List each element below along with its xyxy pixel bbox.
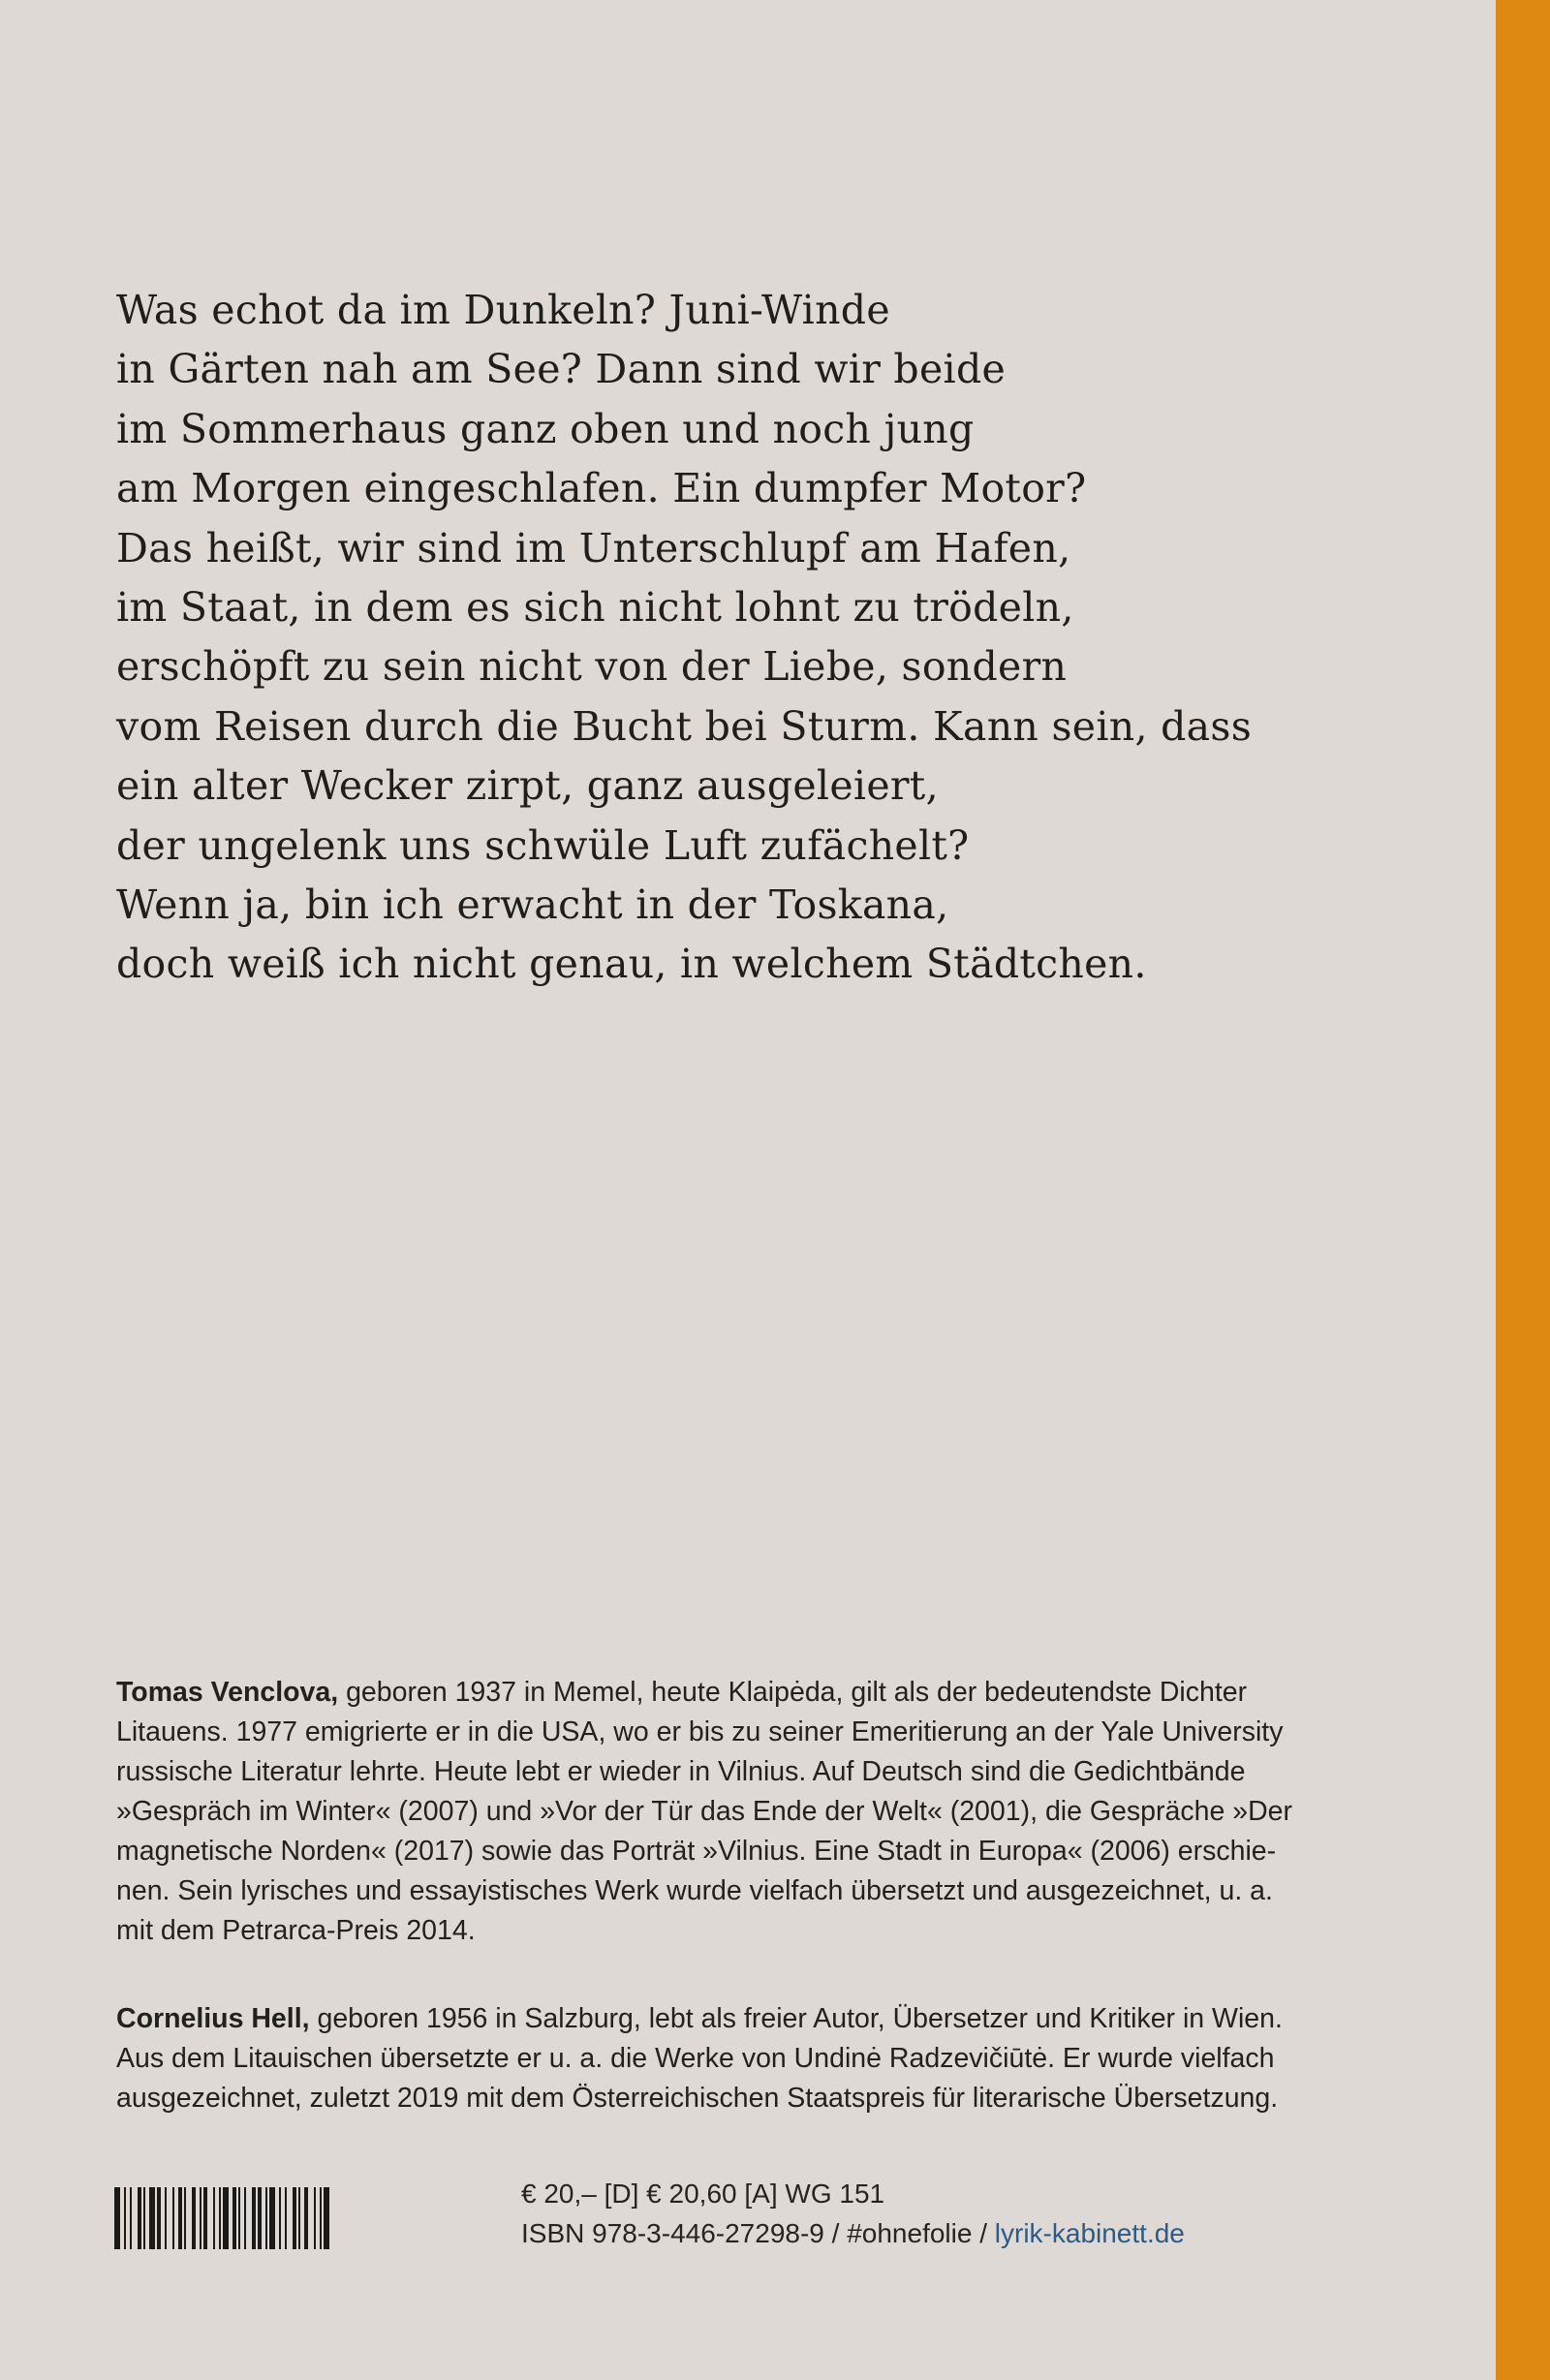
author-bio-text: geboren 1937 in Memel, heute Klaipėda, gilt als der bedeutendste Dichter [338,1677,1248,1708]
poem-line: in Gärten nah am See? Dann sind wir beide [116,346,1007,393]
isbn-line [521,2213,1185,2253]
poem-line: ein alter Wecker zirpt, ganz ausgeleiert, [116,762,939,810]
translator-bio-line: ausgezeichnet, zuletzt 2019 mit dem Österreichischen Staatspreis für literarische Übersetzung. [116,2083,1279,2114]
barcode-bar [157,2187,161,2249]
poem [116,281,1318,995]
barcode-bar [244,2187,246,2249]
barcode-bar [269,2187,275,2249]
barcode-image [114,2187,475,2249]
barcode-bar [124,2187,126,2249]
barcode-bar [258,2187,262,2249]
barcode-bar [138,2187,141,2249]
poem-line: erschöpft zu sein nicht von der Liebe, sondern [116,643,1068,691]
author-bio-line: nen. Sein lyrisches und essayistisches Werk wurde vielfach übersetzt und ausgezeichnet, u. a. [116,1875,1273,1906]
barcode-bar [203,2187,207,2249]
colophon [521,2174,1185,2253]
barcode-bar [285,2187,287,2249]
barcode-bar [223,2187,229,2249]
barcode-bar [192,2187,196,2249]
barcode-bar [238,2187,240,2249]
poem-line: der ungelenk uns schwüle Luft zufächelt? [116,821,970,869]
barcode-bar [143,2187,145,2249]
author-bio-line: russische Literatur lehrte. Heute lebt er wieder in Vilnius. Auf Deutsch sind die Gedichtbände [116,1756,1246,1787]
barcode-bar [324,2187,329,2249]
author-name: Tomas Venclova, [116,1677,339,1708]
translator-bio-first-line [116,1999,1376,2039]
translator-bio-line: Aus dem Litauischen übersetzte er u. a. die Werke von Undinė Radzevičiūtė. Er wurde vielfach [116,2043,1275,2074]
barcode-bar [114,2187,120,2249]
barcode-bar [320,2187,322,2249]
author-bio-line: mit dem Petrarca-Preis 2014. [116,1915,476,1946]
barcode-bar [165,2187,167,2249]
barcode-bar [265,2187,267,2249]
price-line: € 20,– [D] € 20,60 [A] WG 151 [521,2179,885,2209]
poem-line: im Sommerhaus ganz oben und noch jung [116,405,975,452]
poem-line: Was echot da im Dunkeln? Juni-Winde [116,287,890,333]
poem-line: doch weiß ich nicht genau, in welchem Städtchen. [116,941,1147,988]
isbn-text: ISBN 978-3-446-27298-9 / #ohnefolie / [521,2218,995,2248]
author-bio-first-line [116,1673,1376,1713]
spine-stripe [1496,0,1550,2380]
barcode-bar [314,2187,316,2249]
translator-bio [116,1999,1376,2118]
barcode-bar [149,2187,155,2249]
barcode-bar [184,2187,186,2249]
barcode-bar [178,2187,182,2249]
translator-bio-text: geboren 1956 in Salzburg, lebt als freier Autor, Übersetzer und Kritiker in Wien. [309,2003,1283,2034]
poem-line: im Staat, in dem es sich nicht lohnt zu trödeln, [116,584,1074,632]
barcode-bar [279,2187,281,2249]
barcode-bar [293,2187,296,2249]
author-bio-line: magnetische Norden« (2017) sowie das Porträt »Vilnius. Eine Stadt in Europa« (2006) erschie- [116,1836,1277,1867]
poem-line: am Morgen eingeschlafen. Ein dumpfer Motor? [116,465,1087,512]
author-bio-line: »Gespräch im Winter« (2007) und »Vor der Tür das Ende der Welt« (2001), die Gespräche »Der [116,1796,1292,1827]
translator-name: Cornelius Hell, [116,2003,310,2034]
poem-line: Das heißt, wir sind im Unterschlupf am Hafen, [116,524,1071,572]
poem-line: Wenn ja, bin ich erwacht in der Toskana, [116,881,949,929]
barcode-bar [200,2187,202,2249]
barcode-bar [172,2187,174,2249]
barcode-bar [213,2187,215,2249]
barcode-bar [232,2187,236,2249]
barcode-bar [130,2187,132,2249]
poem-line: vom Reisen durch die Bucht bei Sturm. Kann sein, dass [116,702,1253,750]
barcode-bar [219,2187,221,2249]
author-bio [116,1673,1376,1951]
barcode-bar [304,2187,308,2249]
author-bio-line: Litauens. 1977 emigrierte er in die USA, wo er bis zu seiner Emeritierung an der Yale University [116,1716,1284,1747]
barcode-bar [252,2187,256,2249]
barcode-bar [298,2187,300,2249]
website-link[interactable]: lyrik-kabinett.de [994,2218,1185,2248]
